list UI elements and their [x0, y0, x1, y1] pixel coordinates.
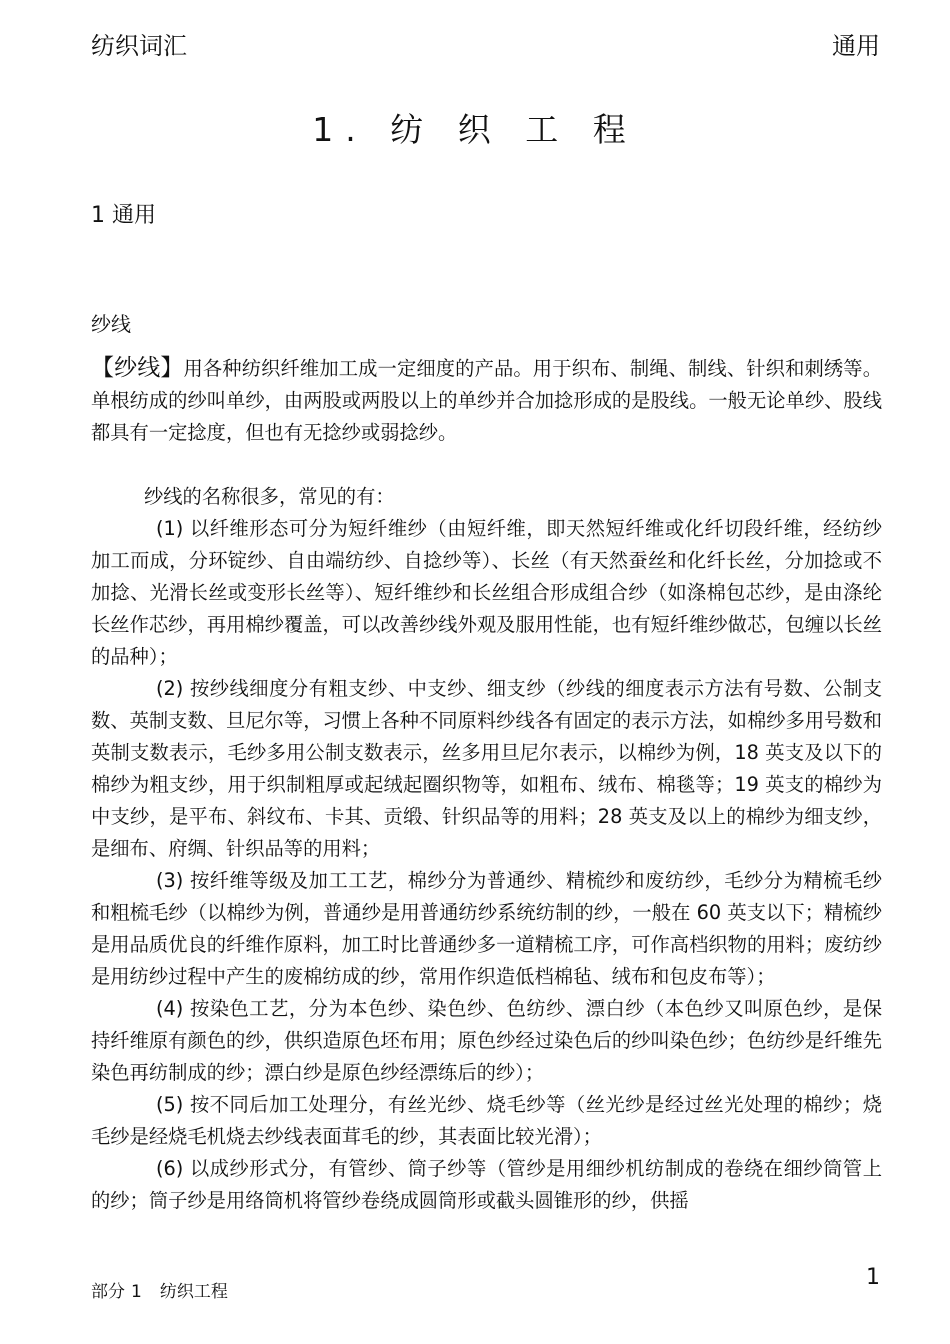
- entry-definition: 用各种纺织纤维加工成一定细度的产品。用于织布、制绳、制线、针织和刺绣等。单根纺成的纱叫单纱，由两股或两股以上的单纱并合加捻形成的是股线。一般无论单纱、股线都具有一定捻度，但也有无捻纱或弱捻纱。: [91, 357, 882, 444]
- page-number: 1: [866, 1265, 880, 1290]
- list-item: (2) 按纱线细度分有粗支纱、中支纱、细支纱（纱线的细度表示方法有号数、公制支数、英制支数、旦尼尔等，习惯上各种不同原料纱线各有固定的表示方法，如棉纱多用号数和英制支数表示，毛纱多用公制支数表示，丝多用旦尼尔表示，以棉纱为例，18 英支及以下的棉纱为粗支纱，用于织制粗厚或起绒起圈织物等，如粗布、绒布、棉毯等；19 英支的棉纱为中支纱，是平布、斜纹布、卡其、贡缎、针织品等的用料；28 英支及以上的棉纱为细支纱，是细布、府绸、针织品等的用料；: [91, 677, 882, 860]
- list-item: (4) 按染色工艺，分为本色纱、染色纱、色纺纱、漂白纱（本色纱又叫原色纱，是保持纤维原有颜色的纱，供织造原色坯布用；原色纱经过染色后的纱叫染色纱；色纺纱是纤维先染色再纺制成的纱；漂白纱是原色纱经漂练后的纱）；: [91, 997, 882, 1084]
- footer-part-title: 纺织工程: [159, 1282, 228, 1302]
- list-item: (6) 以成纱形式分，有管纱、筒子纱等（管纱是用细纱机纺制成的卷绕在细纱筒管上的纱；筒子纱是用络筒机将管纱卷绕成圆筒形或截头圆锥形的纱，供摇: [91, 1157, 882, 1212]
- chapter-title: 1. 纺 织 工 程: [312, 110, 638, 149]
- list-item: (3) 按纤维等级及加工工艺，棉纱分为普通纱、精梳纱和废纺纱，毛纱分为精梳毛纱和粗梳毛纱（以棉纱为例，普通纱是用普通纺纱系统纺制的纱，一般在 60 英支以下；精梳纱是用品质优良的纤维作原料，加工时比普通纱多一道精梳工序，可作高档织物的用料；废纺纱是用纺纱过程中产生的废棉纺成的纱，常用作织造低档棉毡、绒布和包皮布等）；: [91, 869, 882, 988]
- subheading: 纱线: [91, 312, 131, 336]
- footer-part-number: 1: [131, 1282, 142, 1302]
- footer-part-label: 部分: [91, 1282, 125, 1302]
- footer: [91, 1277, 228, 1302]
- section-heading: 1 通用: [91, 203, 156, 228]
- running-header-right: 通用: [832, 32, 880, 60]
- list-item: (1) 以纤维形态可分为短纤维纱（由短纤维，即天然短纤维或化纤切段纤维，经纺纱加工而成，分环锭纱、自由端纺纱、自捻纱等）、长丝（有天然蚕丝和化纤长丝，分加捻或不加捻、光滑长丝或变形长丝等）、短纤维纱和长丝组合形成组合纱（如涤棉包芯纱，是由涤纶长丝作芯纱，再用棉纱覆盖，可以改善纱线外观及服用性能，也有短纤维纱做芯，包缠以长丝的品种）；: [91, 517, 882, 668]
- running-header-left: 纺织词汇: [91, 32, 187, 60]
- entry-term: 【纱线】: [91, 355, 184, 381]
- body-text: [91, 352, 882, 1217]
- paragraph-gap: [91, 449, 882, 481]
- intro-paragraph: 纱线的名称很多，常见的有：: [144, 485, 395, 508]
- entry-paragraph: [91, 352, 882, 449]
- list-item: (5) 按不同后加工处理分，有丝光纱、烧毛纱等（丝光纱是经过丝光处理的棉纱；烧毛纱是经烧毛机烧去纱线表面茸毛的纱，其表面比较光滑）；: [91, 1093, 882, 1148]
